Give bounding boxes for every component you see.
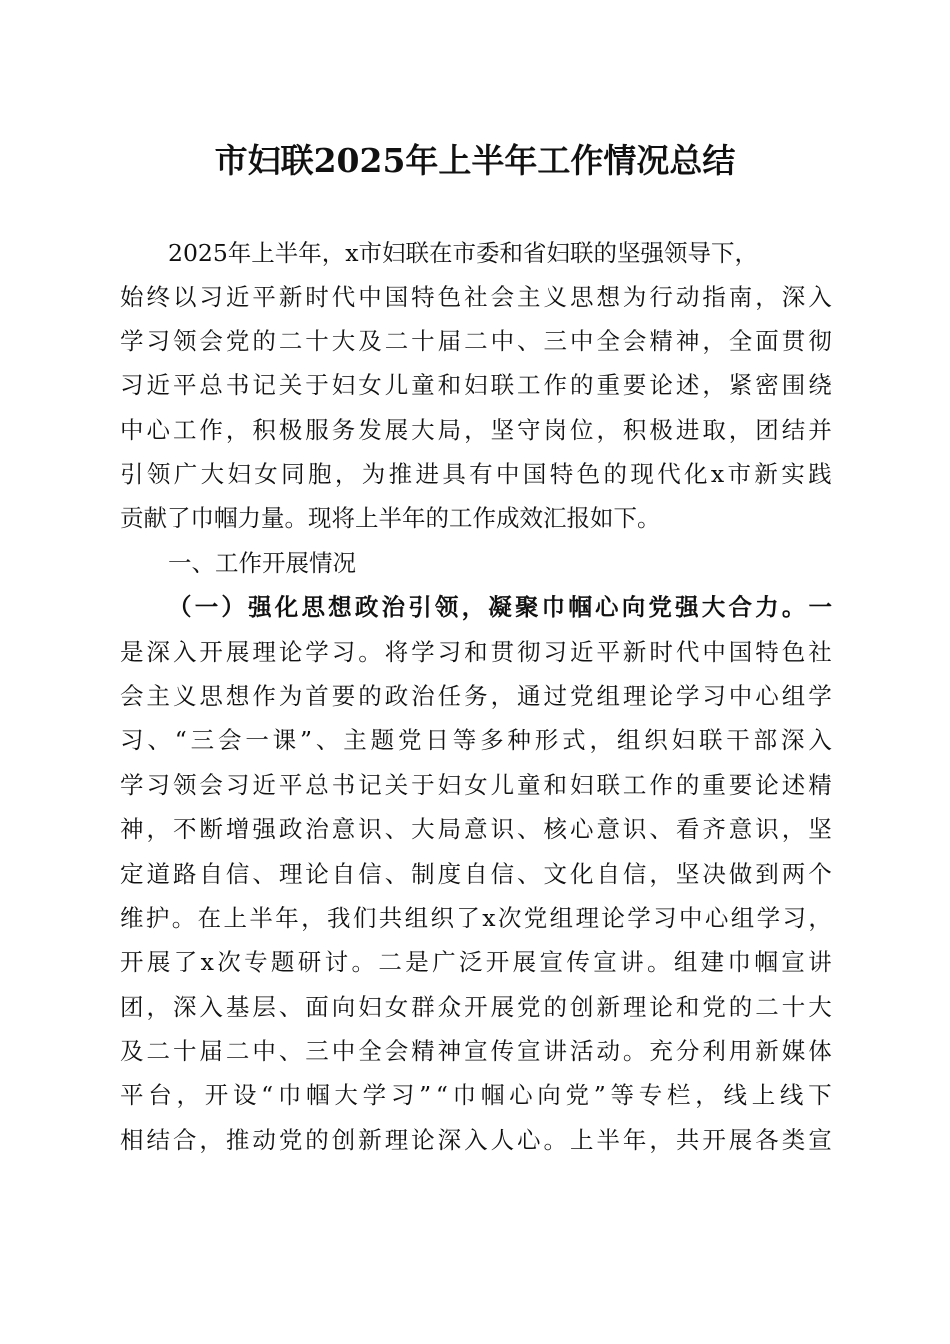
paragraph-line: 引 领 广 大 妇 女 同 胞 ， 为 推 进 具 有 中 国 特 色 的 现 代 化 x 市 新 实 践	[120, 460, 832, 488]
paragraph-line: 定 道 路 自 信 、 理 论 自 信 、 制 度 自 信 、 文 化 自 信 ， 坚 决 做 到 两 个	[120, 860, 832, 888]
paragraph-line: 及 二 十 届 二 中 、 三 中 全 会 精 神 宣 传 宣 讲 活 动 。 充 分 利 用 新 媒 体	[120, 1037, 832, 1065]
paragraph-line: 始 终 以 习 近 平 新 时 代 中 国 特 色 社 会 主 义 思 想 为 行 动 指 南 ， 深 入	[120, 283, 832, 311]
paragraph-line: 2025年上半年，x市妇联在市委和省妇联的坚强领导下，	[168, 239, 759, 267]
paragraph-line: 维 护 。 在 上 半 年 ， 我 们 共 组 织 了 x 次 党 组 理 论 学 习 中 心 组 学 习 ，	[120, 904, 832, 932]
paragraph-line: 学 习 领 会 党 的 二 十 大 及 二 十 届 二 中 、 三 中 全 会 精 神 ， 全 面 贯 彻	[120, 327, 832, 355]
paragraph-line: 相 结 合 ， 推 动 党 的 创 新 理 论 深 入 人 心 。 上 半 年 ， 共 开 展 各 类 宣	[120, 1126, 832, 1154]
paragraph-line: 团 ， 深 入 基 层 、 面 向 妇 女 群 众 开 展 党 的 创 新 理 论 和 党 的 二 十 大	[120, 993, 832, 1021]
paragraph-line: 学 习 领 会 习 近 平 总 书 记 关 于 妇 女 儿 童 和 妇 联 工 作 的 重 要 论 述 精	[120, 771, 832, 799]
paragraph-line: 是 深 入 开 展 理 论 学 习 。 将 学 习 和 贯 彻 习 近 平 新 时 代 中 国 特 色 社	[120, 638, 832, 666]
paragraph-line: 神 ， 不 断 增 强 政 治 意 识 、 大 局 意 识 、 核 心 意 识 、 看 齐 意 识 ， 坚	[120, 815, 832, 843]
paragraph-line: 中 心 工 作 ， 积 极 服 务 发 展 大 局 ， 坚 守 岗 位 ， 积 极 进 取 ， 团 结 并	[120, 416, 832, 444]
paragraph-line: 习 、 “ 三 会 一 课 ” 、 主 题 党 日 等 多 种 形 式 ， 组 织 妇 联 干 部 深 入	[120, 726, 832, 754]
paragraph-line: 平 台 ， 开 设 “ 巾 帼 大 学 习 ” “ 巾 帼 心 向 党 ” 等 专 栏 ， 线 上 线 下	[120, 1081, 832, 1109]
paragraph-line: 开 展 了 x 次 专 题 研 讨 。 二 是 广 泛 开 展 宣 传 宣 讲 。 组 建 巾 帼 宣 讲	[120, 948, 832, 976]
section-heading: 一、工作开展情况	[168, 549, 356, 577]
paragraph-line: 贡献了巾帼力量。现将上半年的工作成效汇报如下。	[120, 504, 661, 532]
paragraph-line: 习 近 平 总 书 记 关 于 妇 女 儿 童 和 妇 联 工 作 的 重 要 论 述 ， 紧 密 围 绕	[120, 371, 832, 399]
subsection-heading-line: （ 一 ） 强 化 思 想 政 治 引 领 ， 凝 聚 巾 帼 心 向 党 强 大 合 力 。 一	[168, 593, 832, 621]
document-title: 市妇联2025年上半年工作情况总结	[214, 141, 736, 180]
paragraph-line: 会 主 义 思 想 作 为 首 要 的 政 治 任 务 ， 通 过 党 组 理 论 学 习 中 心 组 学	[120, 682, 832, 710]
